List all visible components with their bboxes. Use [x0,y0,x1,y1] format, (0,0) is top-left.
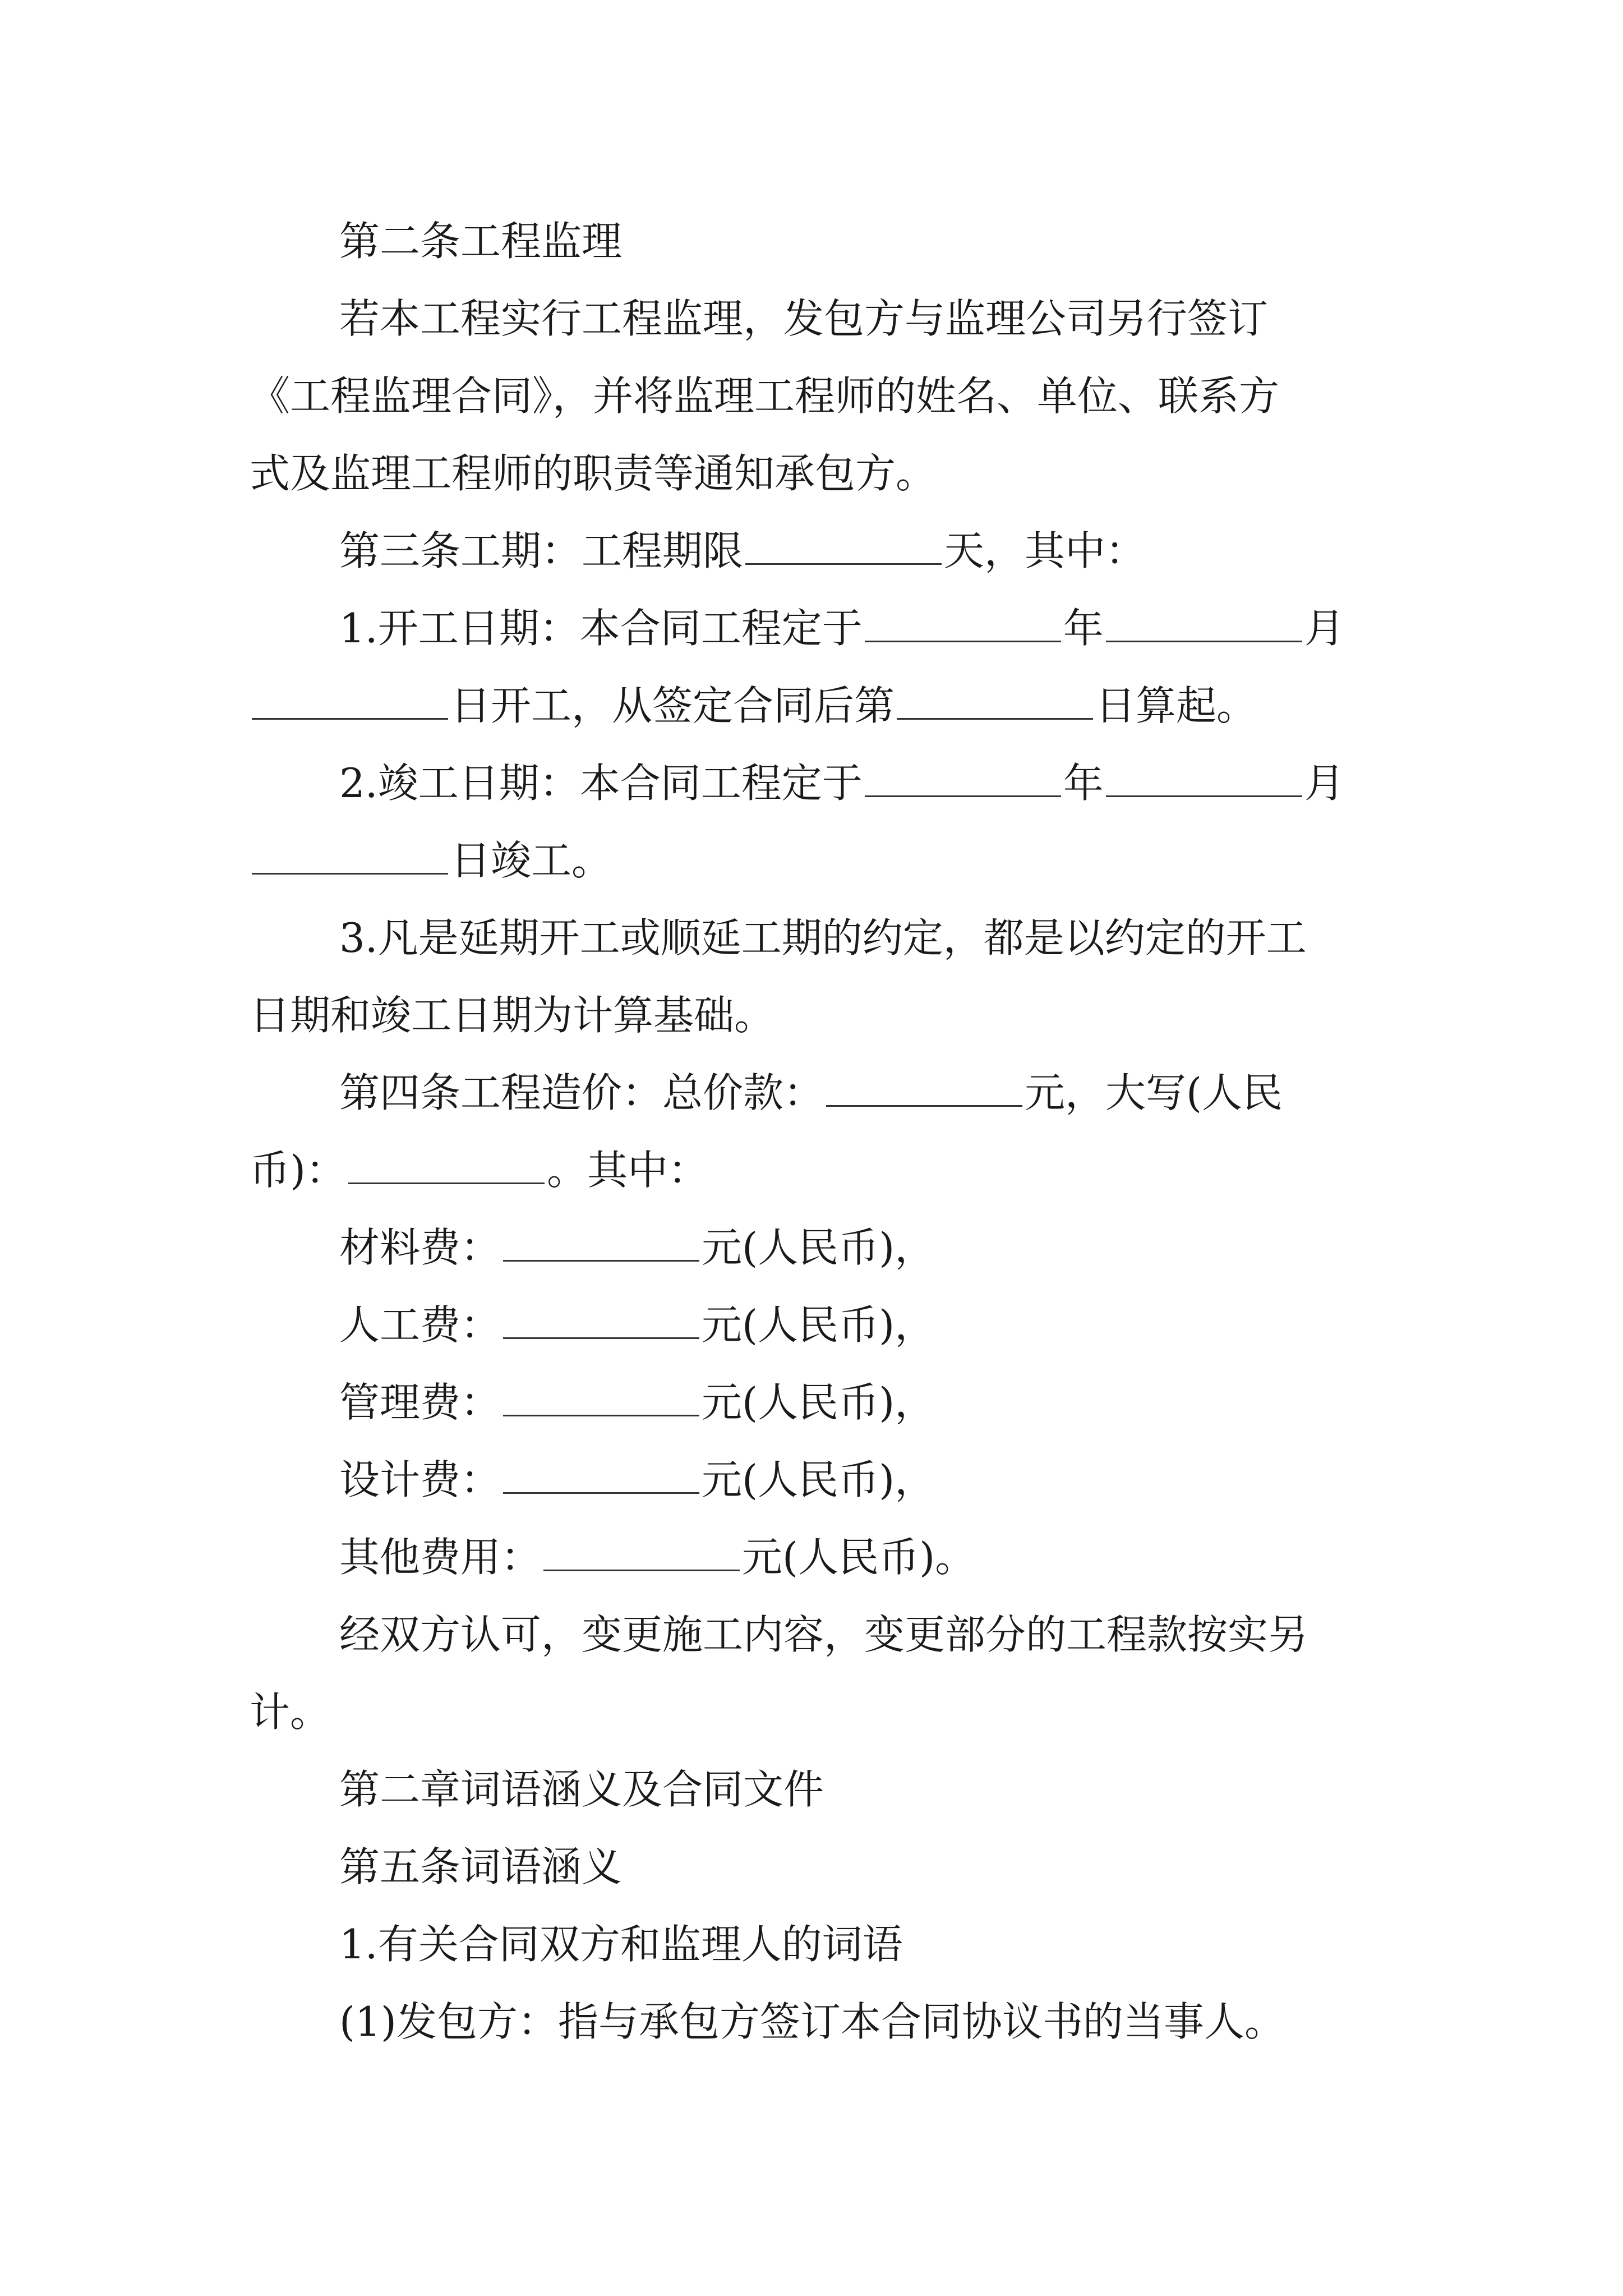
other-cost-line: 其他费用： 元(人民币)。 [339,1534,976,1581]
material-cost-line: 材料费： 元(人民币)， [339,1224,935,1271]
management-cost-line: 管理费： 元(人民币)， [339,1379,935,1426]
start-date-line-1: 1.开工日期：本合同工程定于 年 月 [339,605,1345,652]
fill-in-blank[interactable] [897,684,1093,720]
fill-in-blank[interactable] [745,530,942,565]
fill-in-blank[interactable] [252,684,448,720]
delay-clause-line-1: 3.凡是延期开工或顺延工期的约定，都是以约定的开工 [339,914,1307,961]
labor-cost-line: 人工费： 元(人民币)， [339,1301,935,1349]
completion-date-line-1: 2.竣工日期：本合同工程定于 年 月 [339,760,1345,807]
fill-in-blank[interactable] [348,1149,545,1184]
fill-in-blank[interactable] [865,762,1061,797]
fill-in-blank[interactable] [503,1381,699,1416]
fill-in-blank[interactable] [1106,762,1302,797]
design-cost-line: 设计费： 元(人民币)， [339,1456,935,1503]
fill-in-blank[interactable] [1106,607,1302,642]
article-2-paragraph-line-1: 若本工程实行工程监理，发包方与监理公司另行签订 [339,295,1269,342]
delay-clause-line-2: 日期和竣工日期为计算基础。 [250,992,775,1039]
chapter-2-heading: 第二章词语涵义及合同文件 [339,1766,824,1813]
fill-in-blank[interactable] [503,1304,699,1339]
fill-in-blank[interactable] [503,1458,699,1494]
fill-in-blank[interactable] [503,1226,699,1262]
article-2-heading: 第二条工程监理 [339,218,623,265]
start-date-line-2: 日开工，从签定合同后第 日算起。 [0,678,1623,734]
article-2-paragraph-line-2: 《工程监理合同》，并将监理工程师的姓名、单位、联系方 [250,372,1280,420]
article-4-line-1: 第四条工程造价：总价款： 元，大写(人民 [339,1069,1283,1116]
section-1-heading: 1.有关合同双方和监理人的词语 [339,1921,903,1968]
article-2-paragraph-line-3: 式及监理工程师的职责等通知承包方。 [250,450,937,497]
definition-employer: (1)发包方：指与承包方签订本合同协议书的当事人。 [339,1998,1285,2045]
change-clause-line-2: 计。 [250,1688,331,1736]
fill-in-blank[interactable] [865,607,1061,642]
change-clause-line-1: 经双方认可，变更施工内容，变更部分的工程款按实另 [339,1611,1309,1658]
article-3-heading: 第三条工期：工程期限 天，其中： [339,527,1146,574]
article-4-line-2: 币)： 。其中： [250,1147,709,1194]
fill-in-blank[interactable] [543,1536,740,1571]
article-5-heading: 第五条词语涵义 [339,1843,623,1890]
fill-in-blank[interactable] [826,1071,1022,1107]
fill-in-blank[interactable] [252,839,448,875]
completion-date-line-2: 日竣工。 [0,832,1623,889]
